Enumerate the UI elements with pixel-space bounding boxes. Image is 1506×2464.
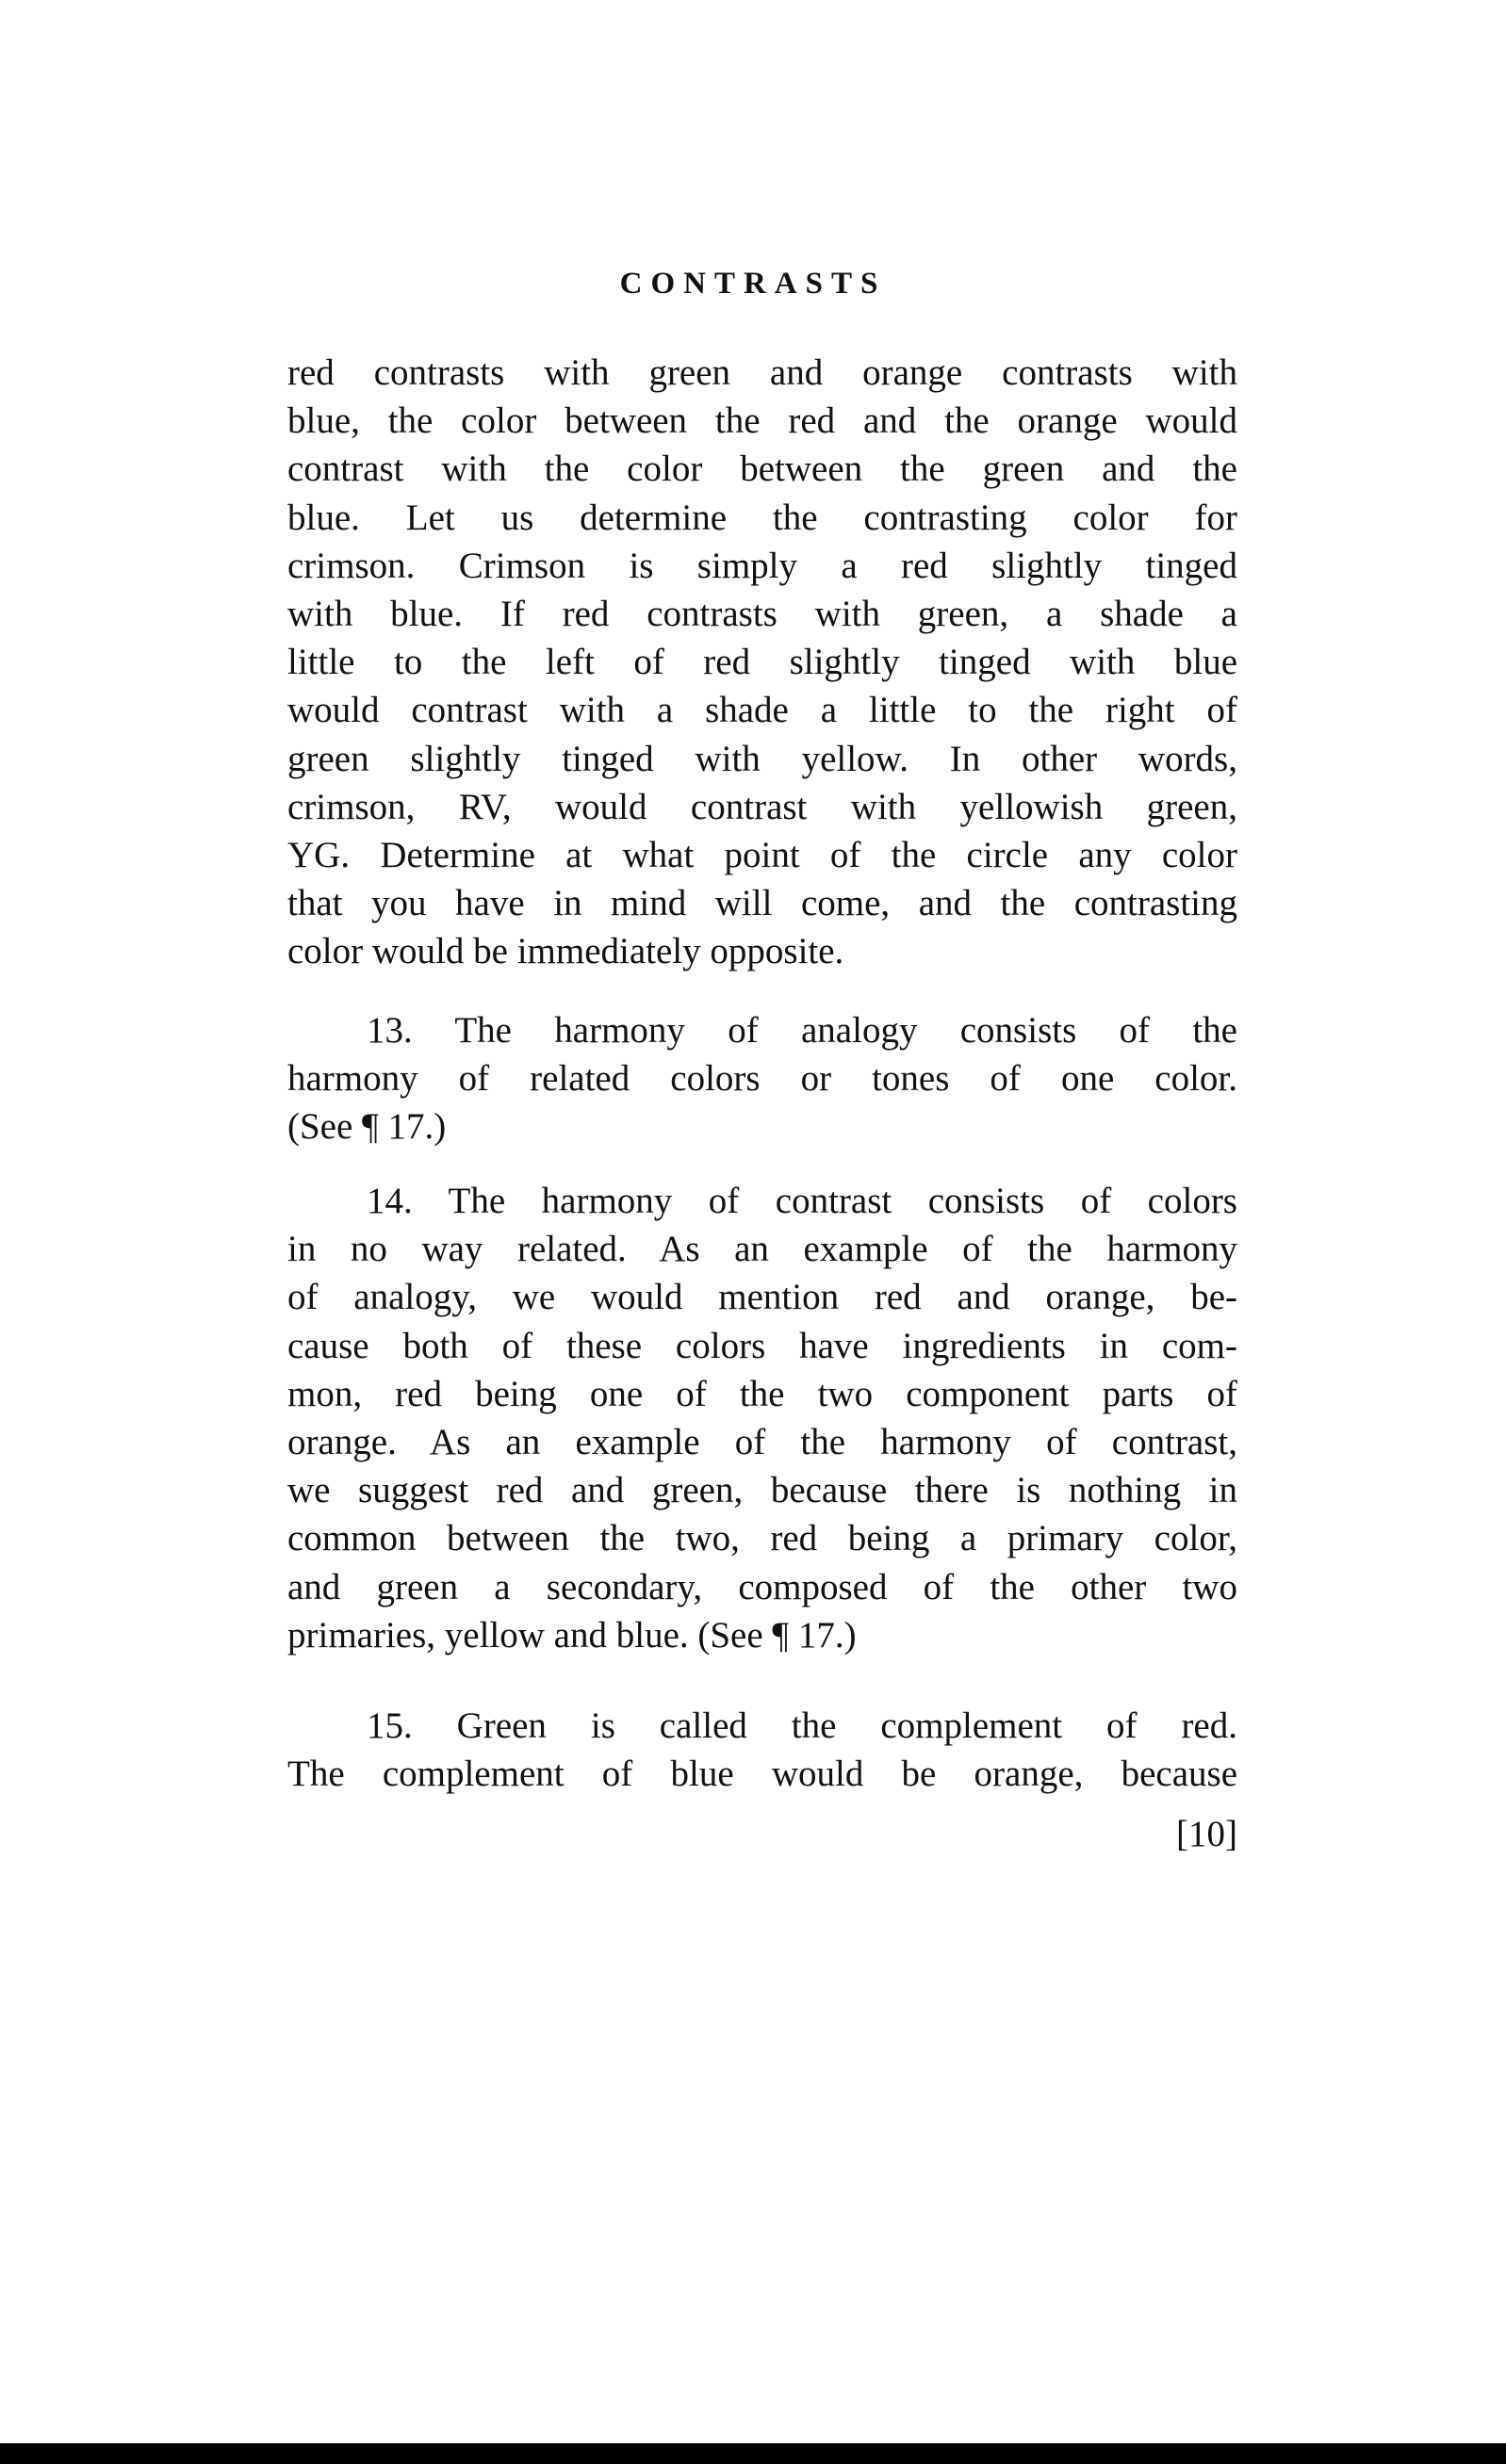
text-line: that you have in mind will come, and the contrasting bbox=[287, 883, 1237, 924]
text-line: green slightly tinged with yellow. In other words, bbox=[287, 738, 1237, 779]
text-line: cause both of these colors have ingredients in com- bbox=[287, 1325, 1237, 1366]
text-line: red contrasts with green and orange contrasts with bbox=[287, 352, 1237, 393]
text-line: in no way related. As an example of the harmony bbox=[287, 1229, 1237, 1270]
text-line: YG. Determine at what point of the circle any color bbox=[287, 835, 1237, 875]
text-line: color would be immediately opposite. bbox=[287, 931, 844, 972]
text-line: The complement of blue would be orange, because bbox=[287, 1754, 1237, 1795]
text-line: (See ¶ 17.) bbox=[287, 1106, 447, 1148]
text-line: crimson. Crimson is simply a red slightly tinged bbox=[287, 545, 1237, 586]
text-line: blue. Let us determine the contrasting color for bbox=[287, 497, 1237, 538]
text-line: we suggest red and green, because there is nothing in bbox=[287, 1470, 1237, 1511]
page-number: [10] bbox=[1176, 1814, 1237, 1854]
text-line: contrast with the color between the green and the bbox=[287, 449, 1237, 490]
text-line: of analogy, we would mention red and orange, be- bbox=[287, 1277, 1237, 1318]
text-line: 13. The harmony of analogy consists of the bbox=[367, 1010, 1237, 1051]
text-line: with blue. If red contrasts with green, a shade a bbox=[287, 594, 1237, 634]
text-line: mon, red being one of the two component parts of bbox=[287, 1373, 1237, 1414]
text-line: would contrast with a shade a little to the right of bbox=[287, 690, 1237, 731]
text-line: orange. As an example of the harmony of contrast, bbox=[287, 1422, 1237, 1462]
text-line: harmony of related colors or tones of one color. bbox=[287, 1058, 1237, 1100]
text-line: 15. Green is called the complement of red. bbox=[367, 1705, 1237, 1746]
text-line: common between the two, red being a primary color, bbox=[287, 1518, 1237, 1559]
text-line: primaries, yellow and blue. (See ¶ 17.) bbox=[287, 1614, 857, 1656]
text-line: little to the left of red slightly tinged with blue bbox=[287, 642, 1237, 683]
text-line: crimson, RV, would contrast with yellowish green, bbox=[287, 786, 1237, 827]
scan-border bbox=[0, 2443, 1506, 2464]
text-line: blue, the color between the red and the orange would bbox=[287, 400, 1237, 442]
text-line: and green a secondary, composed of the other two bbox=[287, 1566, 1237, 1607]
text-line: 14. The harmony of contrast consists of colors bbox=[367, 1181, 1237, 1221]
page-title: CONTRASTS bbox=[619, 267, 887, 301]
